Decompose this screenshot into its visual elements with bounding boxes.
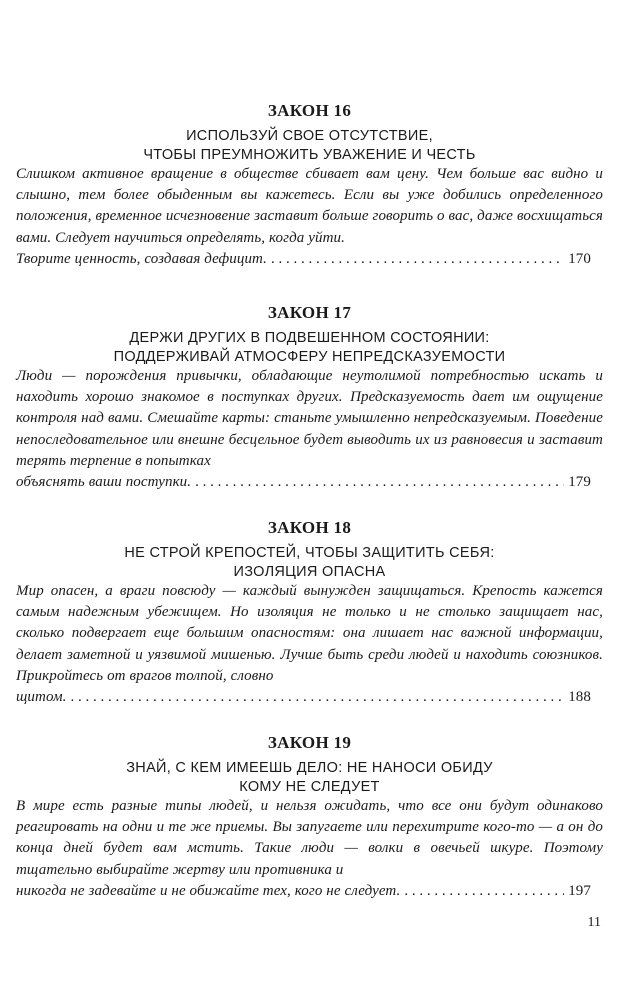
law-16	[16, 101, 603, 270]
law-description-end: Творите ценность, создавая дефицит.	[16, 250, 268, 267]
law-page-reference[interactable]: 179	[568, 474, 591, 491]
law-title-line: КОМУ НЕ СЛЕДУЕТ	[239, 778, 380, 795]
law-title-line: ДЕРЖИ ДРУГИХ В ПОДВЕШЕННОМ СОСТОЯНИИ:	[129, 330, 490, 346]
law-title-line: НЕ СТРОЙ КРЕПОСТЕЙ, ЧТОБЫ ЗАЩИТИТЬ СЕБЯ:	[124, 545, 495, 561]
law-description-last-line	[16, 881, 603, 902]
law-number: ЗАКОН 18	[267, 518, 352, 537]
law-title-line: ИСПОЛЬЗУЙ СВОЕ ОТСУТСТВИЕ,	[186, 128, 433, 144]
dot-leader	[404, 881, 564, 902]
law-title-line: ЧТОБЫ ПРЕУМНОЖИТЬ УВАЖЕНИЕ И ЧЕСТЬ	[143, 146, 476, 163]
dot-leader	[195, 472, 564, 493]
law-description-last-line	[16, 249, 603, 270]
law-description: Слишком активное вращение в обществе сбивает вам цену. Чем больше вас видно и слышно, тем более обыденным вы кажетесь. Если вы уже добились определенного положения, временное исчезновение заставит больше говорить о вас, даже восхищаться вами. Следует научиться определять, когда уйти.	[16, 166, 603, 246]
law-18	[16, 518, 603, 708]
law-description: В мире есть разные типы людей, и нельзя ожидать, что все они будут одинаково реагировать на одни и те же приемы. Вы запугаете или перехитрите кого-то — а он до конца дней будет вам мстить. Такие люди — волки в овечьей шкуре. Поэтому тщательно выбирайте жертву или противника и	[16, 798, 603, 878]
law-title-line: ЗНАЙ, С КЕМ ИМЕЕШЬ ДЕЛО: НЕ НАНОСИ ОБИДУ	[126, 760, 493, 776]
law-description: Мир опасен, а враги повсюду — каждый вынужден защищаться. Крепость кажется самым надежным убежищем. Но изоляция не только и не столько защищает нас, сколько подвергает еще большим опасностям: она лишает нас важной информации, делает заметной и уязвимой мишенью. Лучше быть среди людей и находить союзников. Прикройтесь от врагов толпой, словно	[16, 583, 603, 684]
law-description-last-line	[16, 472, 603, 493]
law-page-reference[interactable]: 188	[568, 689, 591, 706]
law-number: ЗАКОН 19	[267, 733, 352, 752]
law-number: ЗАКОН 16	[267, 101, 352, 120]
law-number: ЗАКОН 17	[267, 303, 352, 322]
law-19	[16, 733, 603, 902]
law-description-end: никогда не задевайте и не обижайте тех, кого не следует.	[16, 882, 401, 899]
law-description-end: щитом.	[16, 689, 67, 706]
dot-leader	[71, 687, 565, 708]
law-description-last-line	[16, 687, 603, 708]
law-page-reference[interactable]: 197	[568, 882, 591, 899]
law-description-end: объяснять ваши поступки.	[16, 474, 192, 491]
book-page	[16, 0, 603, 1000]
page-number: 11	[587, 915, 601, 930]
dot-leader	[271, 249, 564, 270]
law-title-line: ИЗОЛЯЦИЯ ОПАСНА	[233, 563, 386, 580]
law-title-line: ПОДДЕРЖИВАЙ АТМОСФЕРУ НЕПРЕДСКАЗУЕМОСТИ	[113, 348, 506, 365]
law-17	[16, 303, 603, 493]
law-description: Люди — порождения привычки, обладающие неутолимой потребностью искать и находить хорошо знакомое в поступках других. Предсказуемость дает им ощущение контроля над вами. Смешайте карты: станьте умышленно непредсказуемым. Поведение непоследовательное или внешне бесцельное будет выводить их из равновесия и заставит терять терпение в попытках	[16, 368, 603, 469]
law-page-reference[interactable]: 170	[568, 250, 591, 267]
